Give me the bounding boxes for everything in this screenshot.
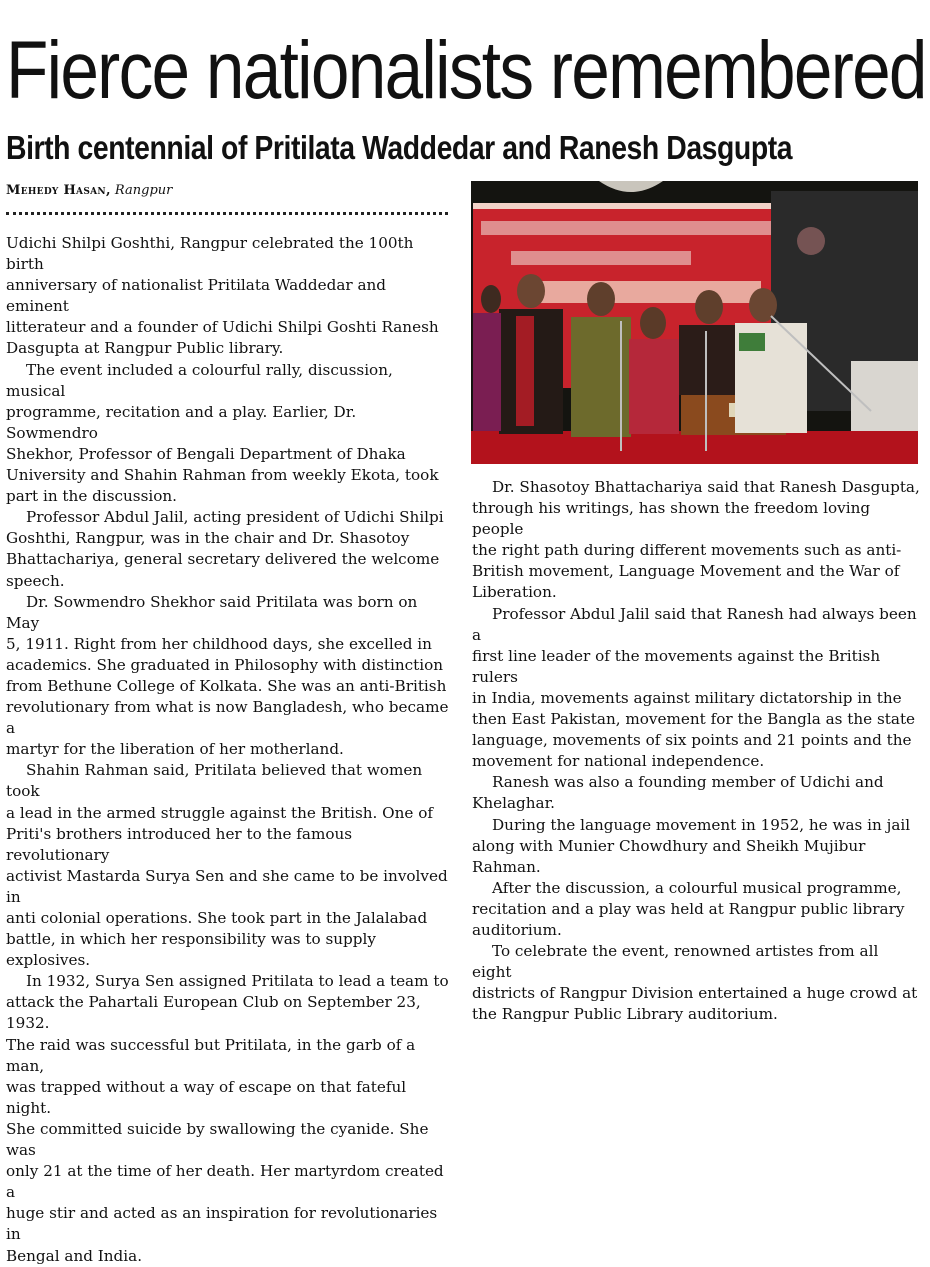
body-paragraph: Professor Abdul Jalil said that Ranesh had always been a first line leader of the movements against the British rulers in India, movements against military dictatorship in the then East Pakistan, movement for the Bangla as the state language, movements of six points and 21 points and the movement for national independence.	[472, 604, 917, 771]
body-paragraph: The event included a colourful rally, discussion, musical programme, recitation and a play. Earlier, Dr. Sowmendro Shekhor, Professor of Bengali Department of Dhaka University and Shahin Rahman from weekly Ekota, took part in the discussion.	[6, 360, 439, 506]
dotted-divider	[6, 212, 448, 215]
article-subheadline: Birth centennial of Pritilata Waddedar and Ranesh Dasgupta	[6, 129, 793, 166]
body-paragraph: Udichi Shilpi Goshthi, Rangpur celebrated the 100th birth anniversary of nationalist Pritilata Waddedar and eminent litterateur and a founder of Udichi Shilpi Goshti Ranesh Dasgupta at Rangpur Public library.	[6, 234, 439, 358]
body-paragraph: To celebrate the event, renowned artistes from all eight districts of Rangpur Division entertained a huge crowd at the Rangpur Public Library auditorium.	[472, 942, 918, 1024]
article-headline: Fierce nationalists remembered	[6, 25, 926, 116]
byline-author: Mehedy Hasan,	[6, 183, 111, 198]
body-paragraph: In 1932, Surya Sen assigned Pritilata to lead a team to attack the Pahartali European Club on September 23, 1932. The raid was successful but Pritilata, in the garb of a man, was trapped without a way of escape on that fateful night. She committed suicide by swallowing the cyanide. She was only 21 at the time of her death. Her martyrdom created a huge stir and acted as an inspiration for revolutionaries in Bengal and India.	[6, 972, 449, 1265]
event-photo	[471, 181, 918, 464]
body-paragraph: Shahin Rahman said, Pritilata believed that women took a lead in the armed struggle against the British. One of Priti's brothers introduced her to the famous revolutionary activist Mastarda Surya Sen and she came to be involved in anti colonial operations. She took part in the Jalalabad battle, in which her responsibility was to supply explosives.	[6, 761, 448, 970]
byline	[6, 181, 172, 201]
article-body-left-column	[6, 233, 452, 1267]
article-body-right-column	[472, 477, 920, 1025]
byline-place: Rangpur	[114, 183, 173, 198]
body-paragraph: Dr. Sowmendro Shekhor said Pritilata was born on May 5, 1911. Right from her childhood days, she excelled in academics. She graduated in Philosophy with distinction from Bethune College of Kolkata. She was an anti-British revolutionary from what is now Bangladesh, who became a martyr for the liberation of her motherland.	[6, 592, 449, 759]
body-paragraph: Professor Abdul Jalil, acting president of Udichi Shilpi Goshthi, Rangpur, was in the chair and Dr. Shasotoy Bhattachariya, general secretary delivered the welcome speech.	[6, 508, 444, 590]
body-paragraph: After the discussion, a colourful musical programme, recitation and a play was held at Rangpur public library auditorium.	[472, 878, 905, 939]
body-paragraph: Ranesh was also a founding member of Udichi and Khelaghar.	[472, 773, 884, 813]
event-photo-illustration	[471, 181, 918, 464]
body-paragraph: During the language movement in 1952, he was in jail along with Munier Chowdhury and Sheikh Mujibur Rahman.	[472, 815, 911, 876]
body-paragraph: Dr. Shasotoy Bhattachariya said that Ranesh Dasgupta, through his writings, has shown the freedom loving people the right path during different movements such as anti- British movement, Language Movement and the War of Liberation.	[472, 478, 920, 602]
